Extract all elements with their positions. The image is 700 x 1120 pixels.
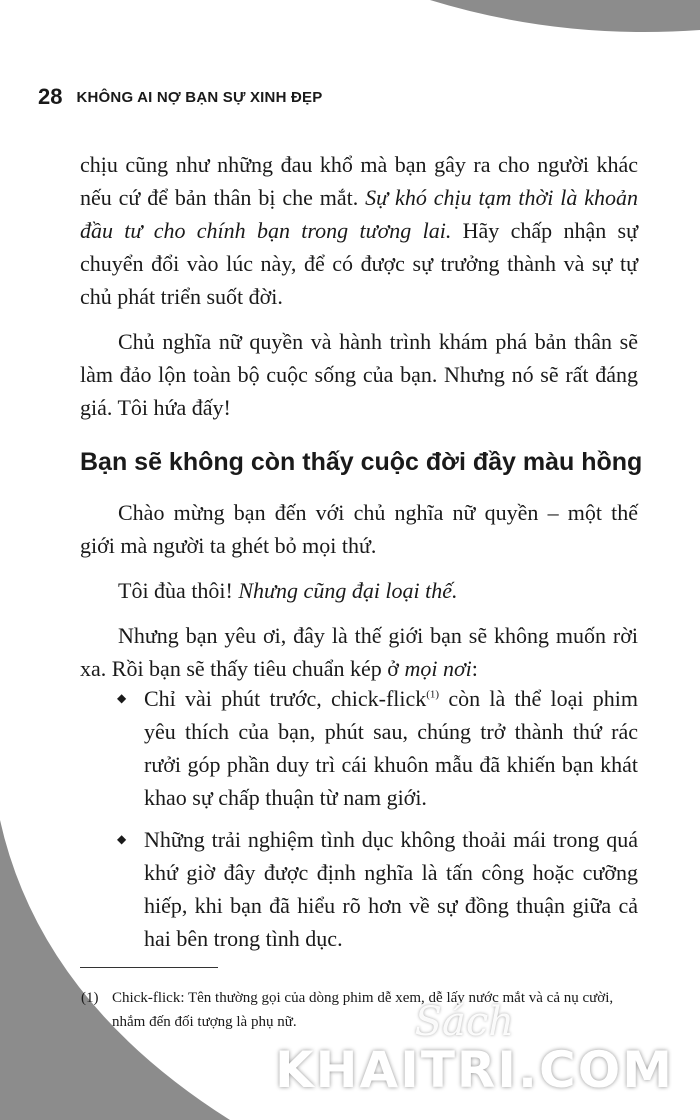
paragraph: Nhưng bạn yêu ơi, đây là thế giới bạn sẽ không muốn rời xa. Rồi bạn sẽ thấy tiêu chuẩn kép ở mọi nơi: [80, 623, 638, 681]
running-header [38, 80, 322, 114]
footnote-text: Chick-flick: Tên thường gọi của dòng phim dễ xem, dễ lấy nước mắt và cả nụ cười, nhắm đến đối tượng là phụ nữ. [112, 990, 614, 1030]
top-right-gray-swoosh [430, 0, 700, 32]
list-item: ◆ Chỉ vài phút trước, chick-flick$^{(1)}$ còn là thể loại phim yêu thích của bạn, phút sau, chúng trở thành thứ rác rưởi góp phần duy trì cái khuôn mẫu đã khiến bạn khát khao sự chấp thuận từ nam giới. [80, 682, 638, 814]
page-number: 28 [38, 84, 63, 109]
paragraph-continued: chịu cũng như những đau khổ mà bạn gây ra cho người khác nếu cứ để bản thân bị che mắt. Sự khó chịu tạm thời là khoản đầu tư cho chính bạn trong tương lai. Hãy chấp nhận sự chuyển đổi vào lúc này, để có được sự trưởng thành và sự tự chủ phát triển suốt đời. [80, 152, 639, 309]
footnote [81, 986, 647, 1034]
footnote-divider [80, 967, 218, 968]
watermark-logo: KHAITRI.COM [274, 1041, 674, 1099]
diamond-bullet-icon: ◆ [117, 691, 127, 705]
body-text-block [80, 148, 638, 424]
paragraph: Chủ nghĩa nữ quyền và hành trình khám phá bản thân sẽ làm đảo lộn toàn bộ cuộc sống của bạn. Nhưng nó sẽ rất đáng giá. Tôi hứa đấy! [80, 329, 638, 420]
section-text-block [80, 496, 638, 685]
italic-emphasis: mọi nơi [404, 656, 472, 681]
list-item: ◆ Những trải nghiệm tình dục không thoải mái trong quá khứ giờ đây được định nghĩa là tấn công hoặc cưỡng hiếp, khi bạn đã hiểu rõ hơn về sự đồng thuận giữa cả hai bên trong tình dục. [80, 823, 638, 955]
paragraph: Tôi đùa thôi! Nhưng cũng đại loại thế. [118, 578, 458, 603]
section-heading: Bạn sẽ không còn thấy cuộc đời đầy màu hồng [80, 448, 643, 476]
watermark-script: Sách [414, 999, 514, 1045]
italic-emphasis: Nhưng cũng đại loại thế. [238, 578, 458, 603]
diamond-bullet-icon: ◆ [117, 832, 127, 846]
footnote-marker: (1) [81, 990, 99, 1006]
paragraph: Chào mừng bạn đến với chủ nghĩa nữ quyền – một thế giới mà người ta ghét bỏ mọi thứ. [80, 500, 638, 558]
italic-emphasis: Sự khó chịu tạm thời là khoản đầu tư cho chính bạn trong tương lai. [80, 185, 639, 243]
book-title: KHÔNG AI NỢ BẠN SỰ XINH ĐẸP [76, 88, 323, 106]
footnote-reference: (1) [426, 688, 440, 701]
bullet-list [80, 682, 638, 964]
